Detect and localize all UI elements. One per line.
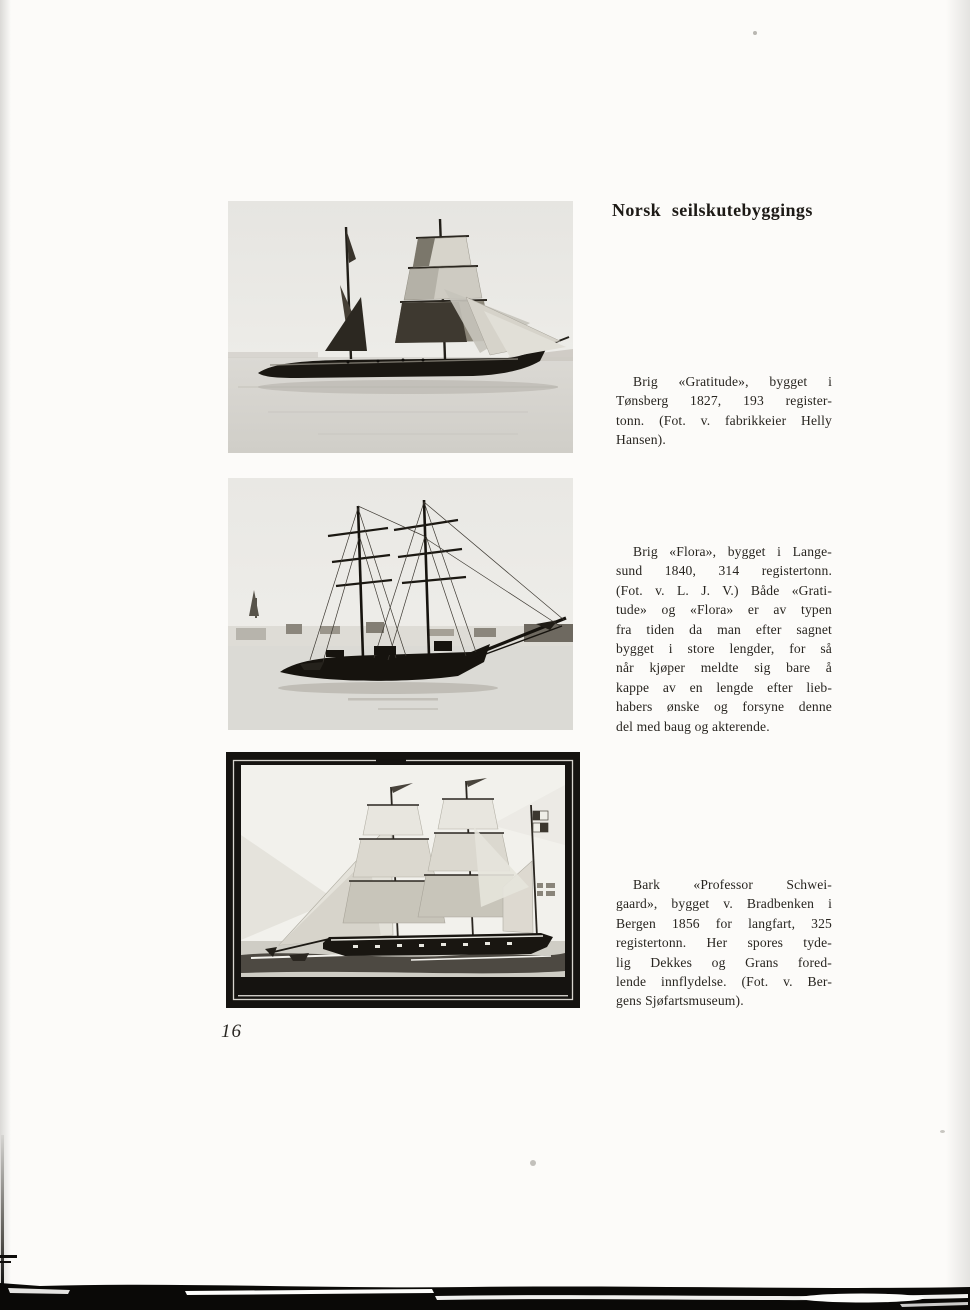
caption-line: lende innflydelse. (Fot. v. Ber-	[616, 974, 832, 990]
brig-under-sail-illustration	[228, 201, 573, 453]
caption-line: Bark «Professor Schwei-	[633, 877, 832, 892]
caption-brig-flora	[616, 542, 832, 736]
scan-speck	[530, 1160, 536, 1166]
photo-brig-gratitude	[228, 201, 573, 453]
caption-line: bygget i store lengder, for så	[616, 641, 832, 657]
caption-line: habers ønske og forsyne denne	[616, 699, 832, 715]
scan-gutter-shadow-left	[0, 0, 11, 1310]
caption-line: gens Sjøfartsmuseum).	[616, 993, 744, 1009]
scan-bottom-black-bar	[0, 1280, 970, 1310]
caption-line: gaard», bygget v. Bradbenken i	[616, 896, 832, 912]
framed-ship-painting-illustration	[226, 752, 580, 1008]
caption-line: sund 1840, 314 registertonn.	[616, 563, 832, 579]
caption-line: kappe av en lengde efter lieb-	[616, 679, 832, 695]
scan-speck	[753, 31, 757, 35]
caption-line: Tønsberg 1827, 193 register-	[616, 393, 832, 409]
caption-line: (Fot. v. L. J. V.) Både «Grati-	[616, 582, 832, 598]
caption-line: fra tiden da man efter sagnet	[616, 621, 832, 637]
caption-line: del med baug og akterende.	[616, 718, 770, 734]
scan-shadow-right	[946, 0, 970, 1310]
caption-line: tonn. (Fot. v. fabrikkeier Helly	[616, 412, 832, 428]
caption-line: Brig «Gratitude», bygget i	[633, 374, 832, 389]
caption-line: når kjøper meldte sig bare å	[616, 660, 832, 676]
caption-line: tude» og «Flora» er av typen	[616, 602, 832, 618]
caption-line: Hansen).	[616, 432, 666, 448]
caption-brig-gratitude	[616, 372, 832, 450]
photo-brig-flora	[228, 478, 573, 730]
caption-line: Brig «Flora», bygget i Lange-	[633, 544, 832, 559]
scan-mark	[0, 1261, 11, 1263]
caption-bark-professor-schweigaard	[616, 875, 832, 1011]
photo-bark-professor-schweigaard	[226, 752, 580, 1008]
page-title: Norsk seilskutebyggings	[612, 200, 813, 220]
scan-speck	[940, 1130, 945, 1133]
caption-line: Bergen 1856 for langfart, 325	[616, 915, 832, 931]
brig-at-anchor-illustration	[228, 478, 573, 730]
caption-line: lig Dekkes og Grans fored-	[616, 954, 832, 970]
caption-line: registertonn. Her spores tyde-	[616, 935, 832, 951]
page-number: 16	[221, 1021, 242, 1042]
scan-mark	[0, 1255, 17, 1258]
